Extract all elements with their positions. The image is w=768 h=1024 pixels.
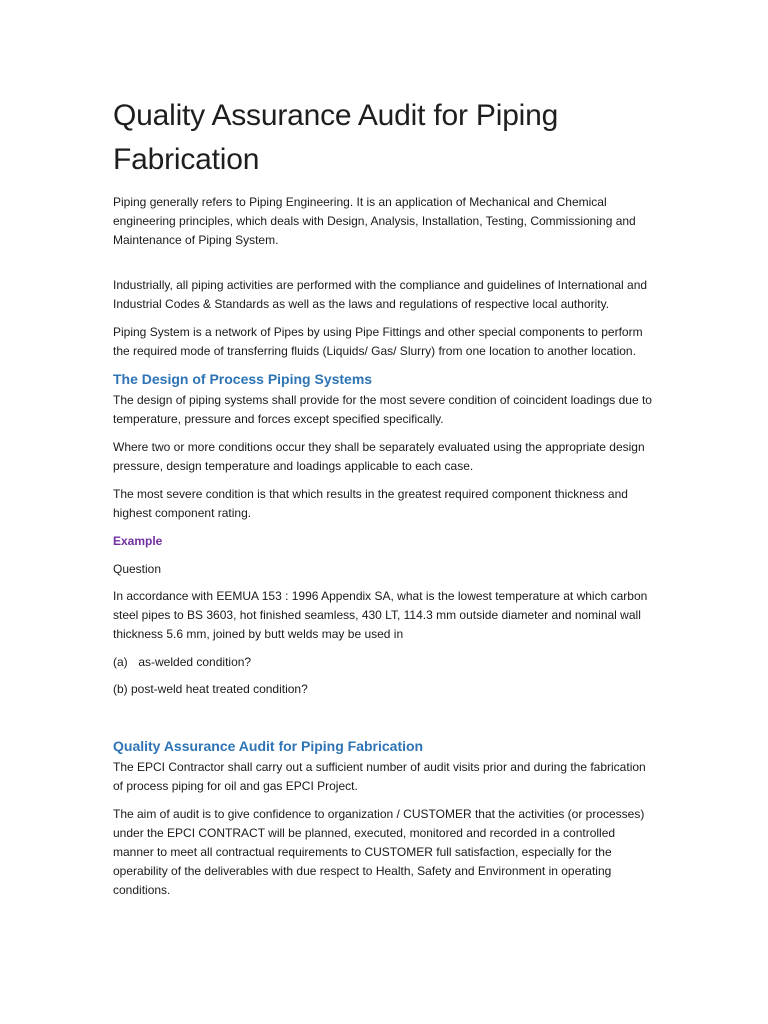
answer-option bbox=[113, 680, 658, 699]
document-page bbox=[113, 94, 658, 909]
option-mark: (a) bbox=[113, 655, 128, 669]
design-paragraph: The most severe condition is that which results in the greatest required component thickness and highest component rating. bbox=[113, 487, 628, 520]
example-heading: Example bbox=[113, 534, 163, 548]
option-mark: (b) bbox=[113, 682, 131, 696]
option-text: as-welded condition? bbox=[138, 655, 252, 669]
design-paragraph: Where two or more conditions occur they shall be separately evaluated using the appropriate design pressure, design temperature and loadings applicable to each case. bbox=[113, 440, 645, 473]
question-text: In accordance with EEMUA 153 : 1996 Appendix SA, what is the lowest temperature at which carbon steel pipes to BS 3603, hot finished seamless, 430 LT, 114.3 mm outside diameter and nominal wall thickness 5.6 mm, joined by butt welds may be used in bbox=[113, 589, 648, 641]
page-title: Quality Assurance Audit for Piping Fabrication bbox=[113, 99, 559, 176]
intro-paragraph: Industrially, all piping activities are performed with the compliance and guidelines of International and Industrial Codes & Standards as well as the laws and regulations of respective local authority. bbox=[113, 278, 648, 311]
section-heading-design: The Design of Process Piping Systems bbox=[113, 371, 373, 387]
audit-paragraph: The aim of audit is to give confidence to organization / CUSTOMER that the activities (or processes) under the EPCI CONTRACT will be planned, executed, monitored and recorded in a controlled manner to meet all contractual requirements to CUSTOMER full satisfaction, especially for the operability of the deliverables with due respect to Health, Safety and Environment in operating conditions. bbox=[113, 807, 645, 897]
design-paragraph: The design of piping systems shall provide for the most severe condition of coincident loadings due to temperature, pressure and forces except specified specifically. bbox=[113, 393, 652, 426]
answer-option bbox=[113, 653, 658, 672]
intro-paragraph: Piping generally refers to Piping Engineering. It is an application of Mechanical and Chemical engineering principles, which deals with Design, Analysis, Installation, Testing, Commissioning and Maintenance of Piping System. bbox=[113, 195, 636, 247]
section-heading-audit: Quality Assurance Audit for Piping Fabrication bbox=[113, 738, 424, 754]
audit-paragraph: The EPCI Contractor shall carry out a sufficient number of audit visits prior and during the fabrication of process piping for oil and gas EPCI Project. bbox=[113, 760, 646, 793]
question-label: Question bbox=[113, 562, 162, 576]
option-text: post-weld heat treated condition? bbox=[131, 682, 308, 696]
intro-paragraph: Piping System is a network of Pipes by using Pipe Fittings and other special components to perform the required mode of transferring fluids (Liquids/ Gas/ Slurry) from one location to another location. bbox=[113, 325, 643, 358]
